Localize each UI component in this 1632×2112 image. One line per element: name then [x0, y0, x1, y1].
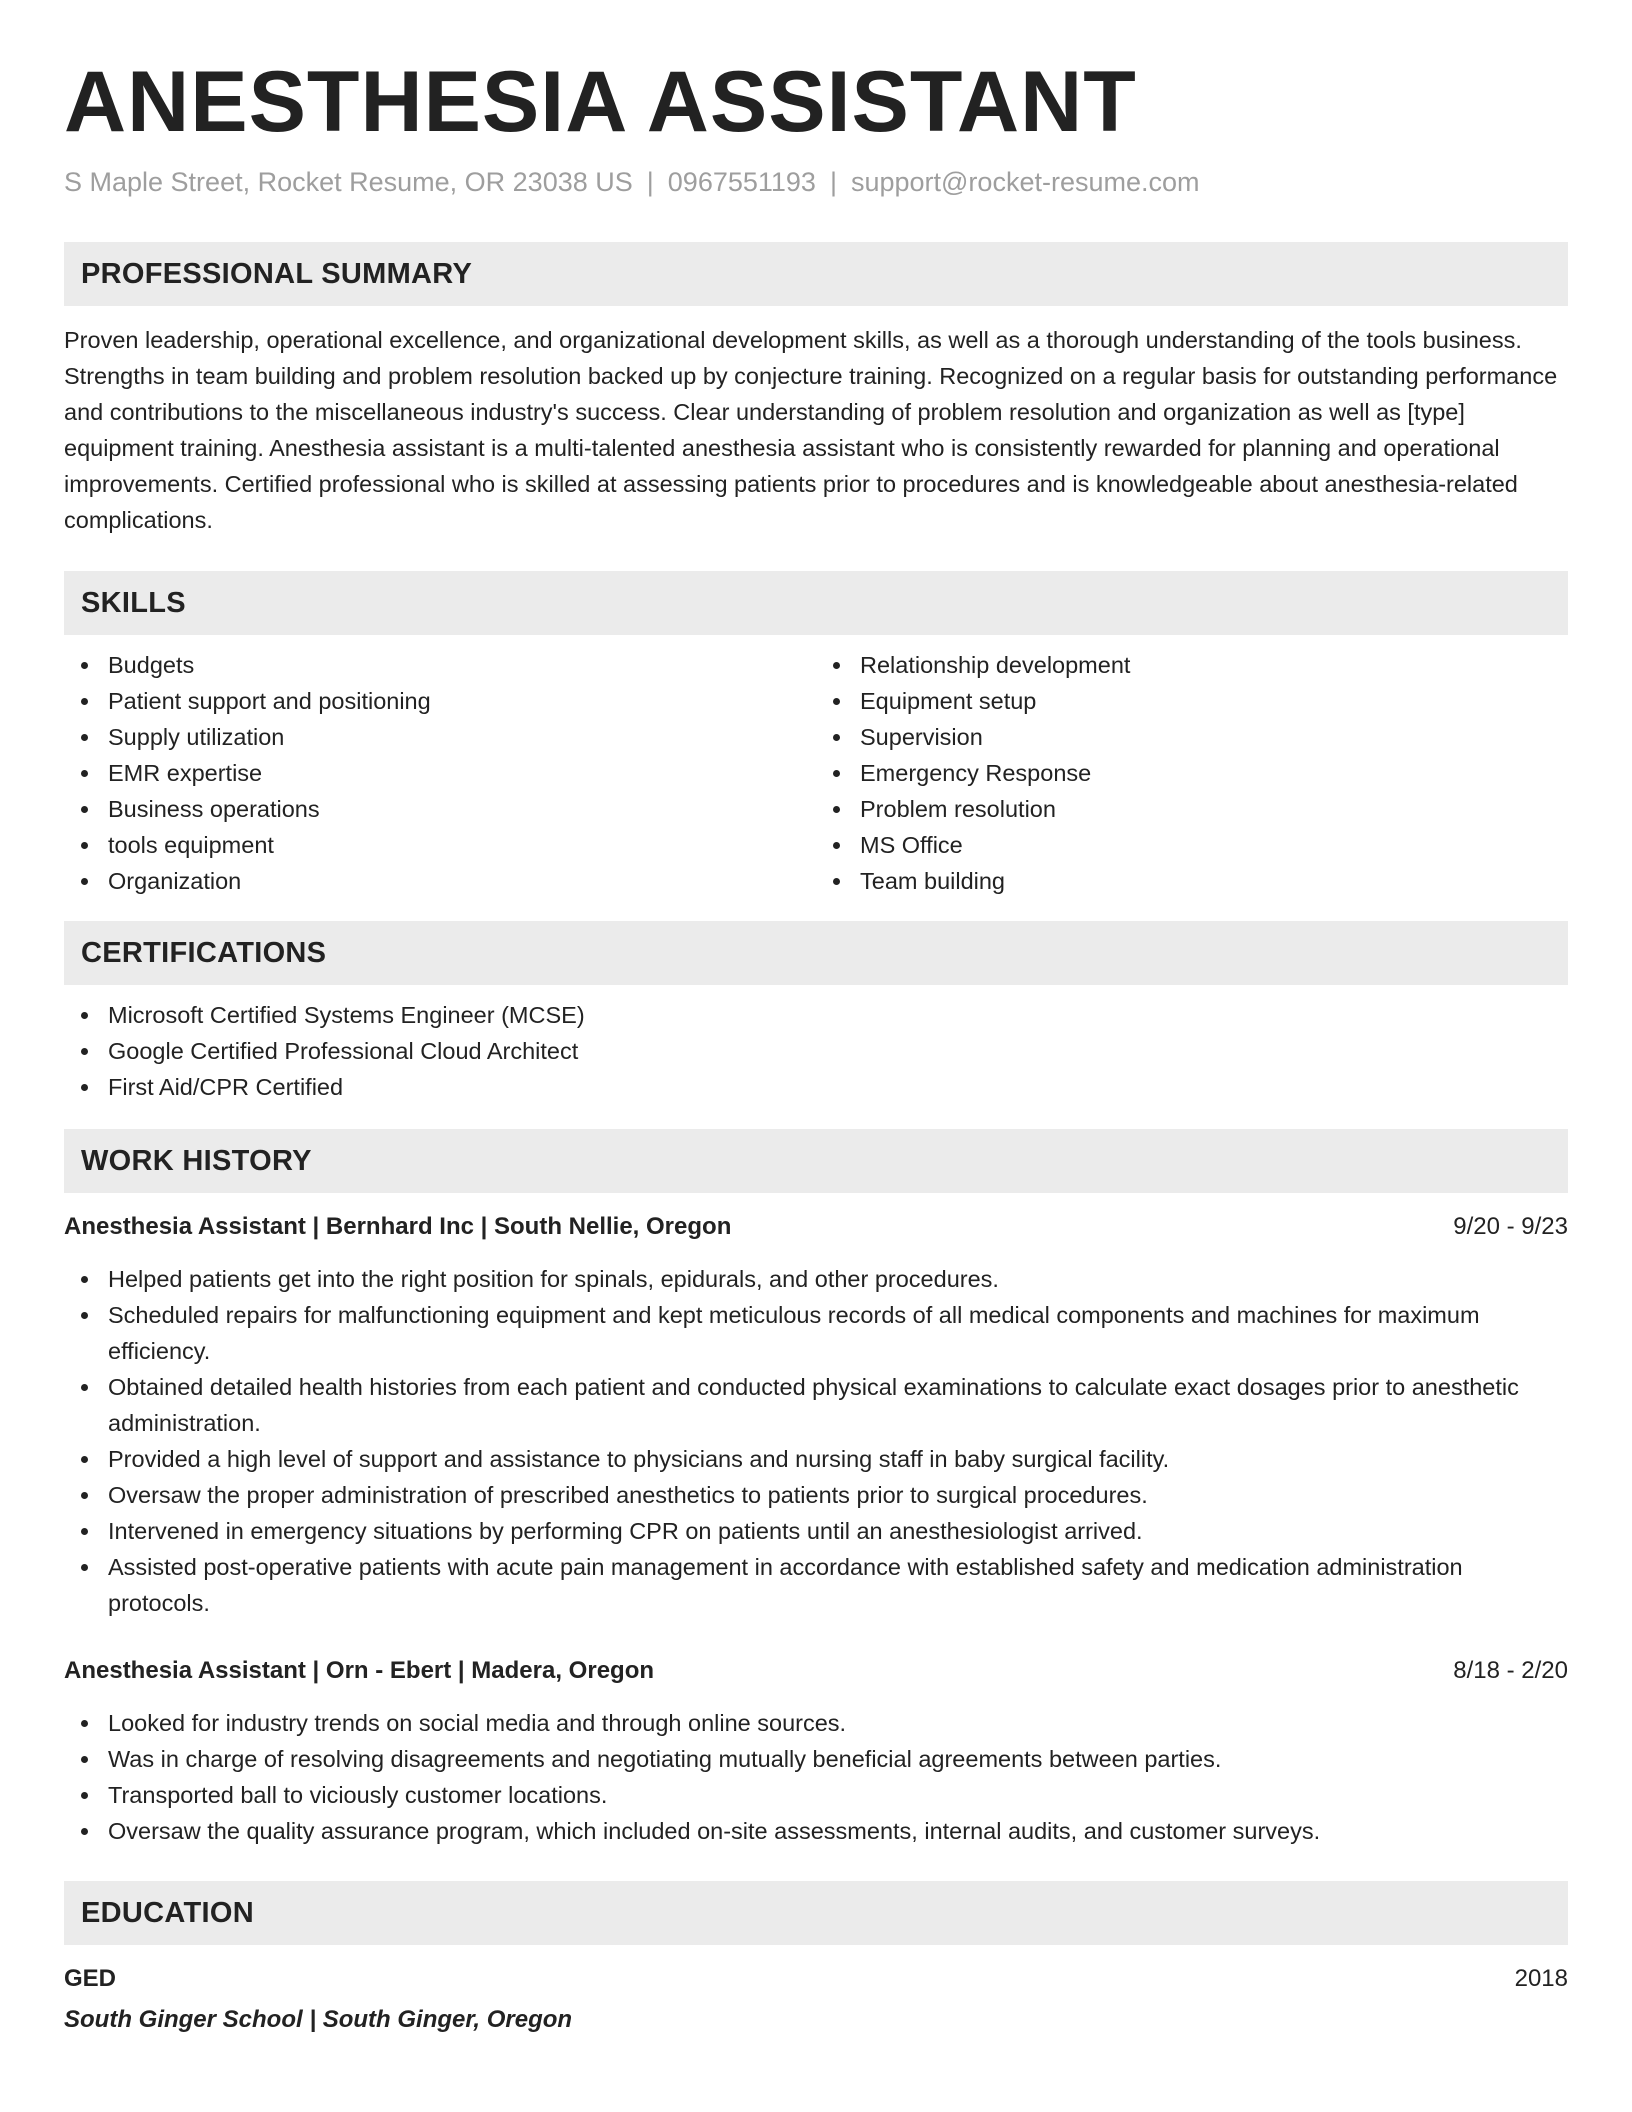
section-header-skills: SKILLS: [64, 571, 1568, 635]
list-item: Google Certified Professional Cloud Architect: [64, 1033, 1568, 1069]
list-item: Microsoft Certified Systems Engineer (MCSE): [64, 997, 1568, 1033]
list-item: Provided a high level of support and assistance to physicians and nursing staff in baby surgical facility.: [64, 1441, 1568, 1477]
list-item: Emergency Response: [816, 755, 1568, 791]
section-header-education: EDUCATION: [64, 1881, 1568, 1945]
section-header-work-history: WORK HISTORY: [64, 1129, 1568, 1193]
education-degree: GED: [64, 1965, 117, 1992]
list-item: Looked for industry trends on social media and through online sources.: [64, 1705, 1568, 1741]
skills-column-left: [64, 647, 816, 899]
list-item: Scheduled repairs for malfunctioning equipment and kept meticulous records of all medical components and machines for maximum efficiency.: [64, 1297, 1568, 1369]
list-item: MS Office: [816, 827, 1568, 863]
skills-list-right: [816, 647, 1568, 899]
contact-line: [64, 162, 1568, 202]
list-item: Assisted post-operative patients with acute pain management in accordance with established safety and medication administration protocols.: [64, 1549, 1568, 1621]
contact-separator: |: [646, 167, 654, 197]
resume-name: ANESTHESIA ASSISTANT: [64, 54, 1137, 150]
list-item: Team building: [816, 863, 1568, 899]
list-item: Was in charge of resolving disagreements and negotiating mutually beneficial agreements between parties.: [64, 1741, 1568, 1777]
list-item: EMR expertise: [64, 755, 816, 791]
list-item: tools equipment: [64, 827, 816, 863]
section-header-certifications: CERTIFICATIONS: [64, 921, 1568, 985]
job-title: Anesthesia Assistant | Bernhard Inc | South Nellie, Oregon: [64, 1213, 732, 1240]
section-header-summary: PROFESSIONAL SUMMARY: [64, 242, 1568, 306]
list-item: Patient support and positioning: [64, 683, 816, 719]
job-title: Anesthesia Assistant | Orn - Ebert | Madera, Oregon: [64, 1657, 655, 1684]
list-item: Equipment setup: [816, 683, 1568, 719]
list-item: Supply utilization: [64, 719, 816, 755]
list-item: Organization: [64, 863, 816, 899]
list-item: Business operations: [64, 791, 816, 827]
education-school: South Ginger School | South Ginger, Oregon: [64, 2006, 573, 2033]
job-header: [64, 1653, 1568, 1689]
job-entry: [64, 1209, 1568, 1621]
list-item: Supervision: [816, 719, 1568, 755]
education-header: [64, 1961, 1568, 1997]
list-item: Helped patients get into the right position for spinals, epidurals, and other procedures.: [64, 1261, 1568, 1297]
contact-phone: 0967551193: [667, 167, 816, 197]
list-item: Budgets: [64, 647, 816, 683]
list-item: Relationship development: [816, 647, 1568, 683]
job-header: [64, 1209, 1568, 1245]
job-entry: [64, 1653, 1568, 1849]
list-item: Problem resolution: [816, 791, 1568, 827]
contact-address: S Maple Street, Rocket Resume, OR 23038 US: [64, 167, 633, 197]
list-item: Oversaw the quality assurance program, which included on-site assessments, internal audits, and customer surveys.: [64, 1813, 1568, 1849]
list-item: First Aid/CPR Certified: [64, 1069, 1568, 1105]
education-year: 2018: [1514, 1965, 1568, 1992]
skills-grid: [64, 647, 1568, 899]
job-duties: [64, 1705, 1568, 1849]
list-item: Oversaw the proper administration of prescribed anesthetics to patients prior to surgical procedures.: [64, 1477, 1568, 1513]
education-entry: [64, 1961, 1568, 2039]
list-item: Obtained detailed health histories from each patient and conducted physical examinations to calculate exact dosages prior to anesthetic administration.: [64, 1369, 1568, 1441]
list-item: Intervened in emergency situations by performing CPR on patients until an anesthesiologist arrived.: [64, 1513, 1568, 1549]
skills-column-right: [816, 647, 1568, 899]
summary-text: Proven leadership, operational excellence, and organizational development skills, as well as a thorough understanding of the tools business. Strengths in team building and problem resolution backed up by conjecture training. Recognized on a regular basis for outstanding performance and contributions to the miscellaneous industry's success. Clear understanding of problem resolution and organization as well as [type] equipment training. Anesthesia assistant is a multi-talented anesthesia assistant who is consistently rewarded for planning and operational improvements. Certified professional who is skilled at assessing patients prior to procedures and is knowledgeable about anesthesia-related complications.: [64, 327, 1558, 533]
job-duties: [64, 1261, 1568, 1621]
list-item: Transported ball to viciously customer locations.: [64, 1777, 1568, 1813]
job-dates: 8/18 - 2/20: [1453, 1657, 1568, 1684]
contact-email: support@rocket-resume.com: [850, 167, 1200, 197]
job-dates: 9/20 - 9/23: [1453, 1213, 1568, 1240]
skills-list-left: [64, 647, 816, 899]
contact-separator: |: [829, 167, 837, 197]
certifications-list: [64, 997, 1568, 1105]
